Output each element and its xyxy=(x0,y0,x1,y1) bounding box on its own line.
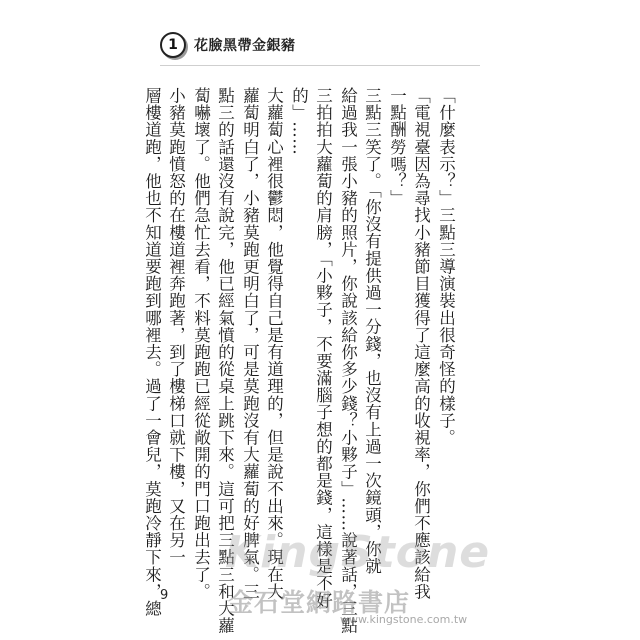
chapter-number-badge: 1 xyxy=(160,32,186,58)
text-column: 大蘿蔔心裡很鬱悶，他覺得自己是有道理的，但是說不出來。現在大 xyxy=(264,87,284,600)
text-column: 一點酬勞嗎？」 xyxy=(387,87,407,207)
text-column: 層樓道跑，他也不知道要跑到哪裡去。過了一會兒，莫跑冷靜下來，總 xyxy=(142,87,162,618)
text-column: 點三的話還沒有說完，他已經氣憤的從桌上跳下來。這可把三點三和大蘿 xyxy=(215,87,235,635)
text-column: 三拍拍大蘿蔔的肩膀，「小夥子，不要滿腦子想的都是錢，這樣是不好 xyxy=(313,87,333,609)
text-column: 「電視臺因為尋找小豬節目獲得了這麼高的收視率，你們不應該給我 xyxy=(411,87,431,600)
watermark-url: www.kingstone.com.tw xyxy=(340,613,468,626)
watermark-store-name: 金石堂網路書店 xyxy=(228,588,411,617)
text-column: 小豬莫跑憤怒的在樓道裡奔跑著，到了樓梯口就下樓，又在另一 xyxy=(166,87,186,566)
page-number: 9 xyxy=(160,588,169,603)
text-column: 給過我一張小豬的照片，你說該給你多少錢？小夥子」……說著話，三點 xyxy=(338,87,358,635)
text-column: 的」…… xyxy=(289,87,309,156)
chapter-title: 花臉黑帶金銀豬 xyxy=(194,38,296,54)
text-column: 蔔嚇壞了。他們急忙去看，不料莫跑跑已經從敞開的門口跑出去了。 xyxy=(191,87,211,600)
text-column: 三點三笑了。「你沒有提供過一分錢，也沒有上過一次鏡頭，你就 xyxy=(362,87,382,575)
text-column: 蘿蔔明白了，小豬莫跑更明白了，可是莫跑沒有大蘿蔔的好脾氣。三 xyxy=(240,87,260,600)
watermark-logo-text: KingStone xyxy=(225,527,491,578)
text-column: 「什麼表示？」三點三導演裝出很奇怪的樣子。 xyxy=(436,87,456,447)
